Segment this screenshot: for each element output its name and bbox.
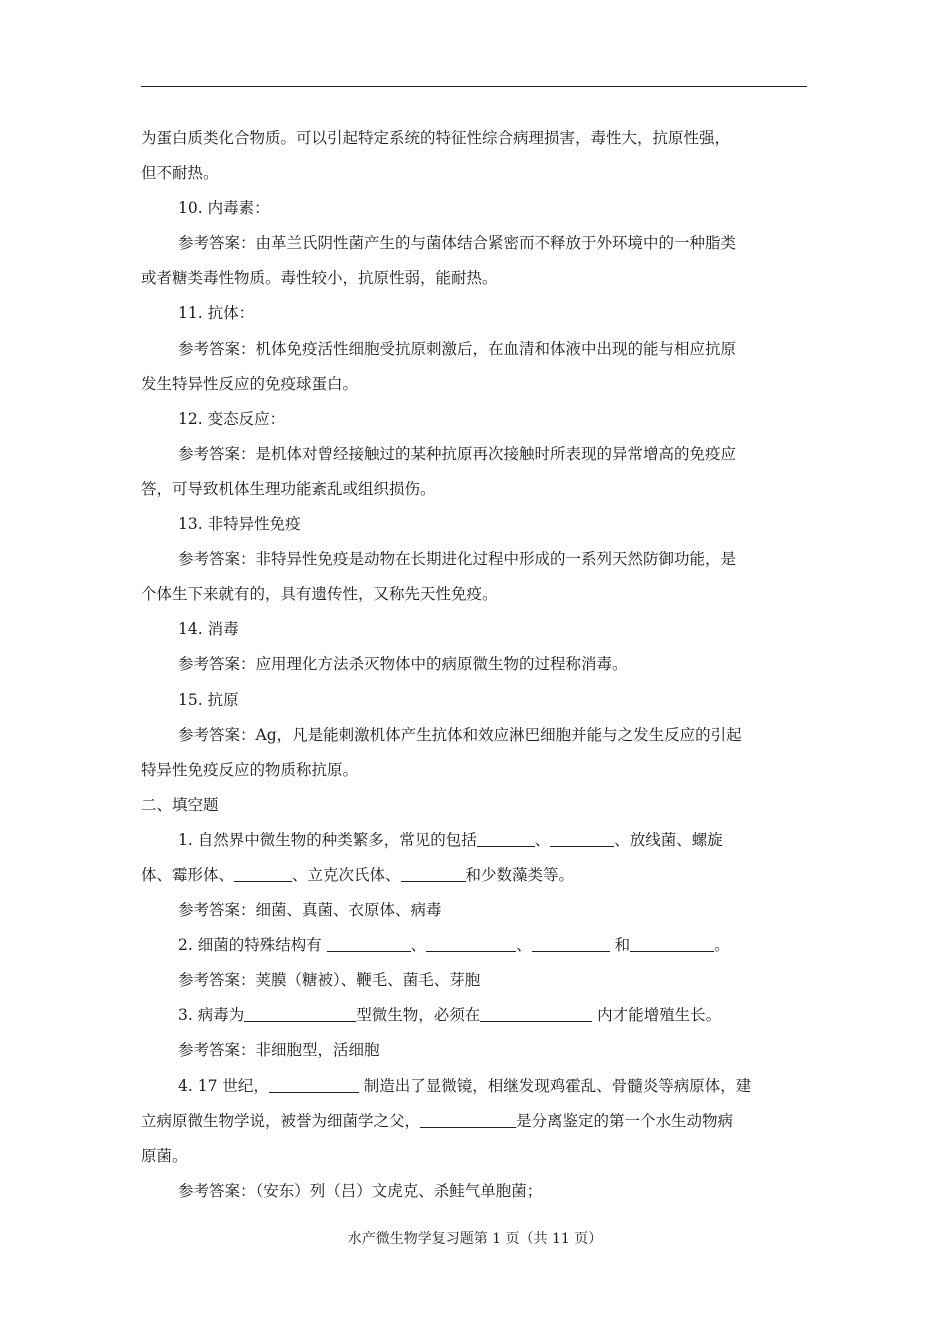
blank-line <box>420 1110 516 1128</box>
fill-question-3: 3. 病毒为 型微生物，必须在 内才能增殖生长。 <box>178 1006 722 1025</box>
fill-question-2: 2. 细菌的特殊结构有 、 、 和 。 <box>178 936 730 955</box>
header-rule <box>141 86 807 87</box>
text-line: 答，可导致机体生理功能紊乱或组织损伤。 <box>141 479 436 498</box>
blank-line <box>550 829 614 847</box>
blank-line <box>477 829 535 847</box>
blank-line <box>532 934 610 952</box>
answer-line: 参考答案：应用理化方法杀灭物体中的病原微生物的过程称消毒。 <box>178 655 628 674</box>
page-body <box>141 121 807 1209</box>
text-line: 为蛋白质类化合物质。可以引起特定系统的特征性综合病理损害，毒性大，抗原性强， <box>141 129 731 147</box>
fill-question-4-cont: 立病原微生物学说，被誉为细菌学之父， 是分离鉴定的第一个水生动物病 <box>141 1111 734 1130</box>
blank-line <box>401 864 466 882</box>
answer-line: 参考答案：荚膜（糖被）、鞭毛、菌毛、芽胞 <box>178 971 481 990</box>
answer-line: 参考答案：Ag，凡是能刺激机体产生抗体和效应淋巴细胞并能与之发生反应的引起 <box>178 725 742 744</box>
answer-line: 参考答案：由革兰氏阴性菌产生的与菌体结合紧密而不释放于外环境中的一种脂类 <box>178 234 737 253</box>
page-footer: 水产微生物学复习题第 1 页（共 11 页） <box>347 1231 603 1247</box>
text-line: 个体生下来就有的，具有遗传性，又称先天性免疫。 <box>141 585 498 604</box>
fill-question-1-cont: 体、霉形体、 、立克次氏体、 和少数藻类等。 <box>141 865 575 884</box>
fill-question-1: 1. 自然界中微生物的种类繁多，常见的包括 、 、放线菌、螺旋 <box>178 830 723 849</box>
answer-line: 参考答案：（安东）列（吕）文虎克、杀鲑气单胞菌； <box>178 1181 543 1200</box>
question-title: 12. 变态反应： <box>178 409 286 428</box>
blank-line <box>327 934 411 952</box>
answer-line: 参考答案：机体免疫活性细胞受抗原刺激后，在血清和体液中出现的能与相应抗原 <box>178 339 737 358</box>
text-line: 或者糖类毒性物质。毒性较小，抗原性弱，能耐热。 <box>141 269 498 288</box>
blank-line <box>480 1004 592 1022</box>
question-title: 11. 抗体： <box>178 304 255 323</box>
answer-line: 参考答案：细菌、真菌、衣原体、病毒 <box>178 901 442 920</box>
section-heading: 二、填空题 <box>141 795 219 814</box>
text-line: 发生特异性反应的免疫球蛋白。 <box>141 374 359 393</box>
blank-line <box>426 934 516 952</box>
question-title: 14. 消毒 <box>178 620 239 639</box>
text-line: 原菌。 <box>141 1146 188 1165</box>
answer-line: 参考答案：非细胞型，活细胞 <box>178 1041 380 1060</box>
blank-line <box>244 1004 356 1022</box>
question-title: 13. 非特异性免疫 <box>178 515 301 534</box>
blank-line <box>234 864 292 882</box>
answer-line: 参考答案：非特异性免疫是动物在长期进化过程中形成的一系列天然防御功能，是 <box>178 550 737 569</box>
question-title: 10. 内毒素： <box>178 199 270 218</box>
blank-line <box>269 1075 359 1093</box>
text-line: 特异性免疫反应的物质称抗原。 <box>141 760 359 779</box>
text-line: 但不耐热。 <box>141 164 219 183</box>
fill-question-4: 4. 17 世纪， 制造出了显微镜，相继发现鸡霍乱、骨髓炎等病原体，建 <box>178 1076 752 1095</box>
question-title: 15. 抗原 <box>178 690 239 709</box>
blank-line <box>630 934 714 952</box>
answer-line: 参考答案：是机体对曾经接触过的某种抗原再次接触时所表现的异常增高的免疫应 <box>178 444 737 463</box>
